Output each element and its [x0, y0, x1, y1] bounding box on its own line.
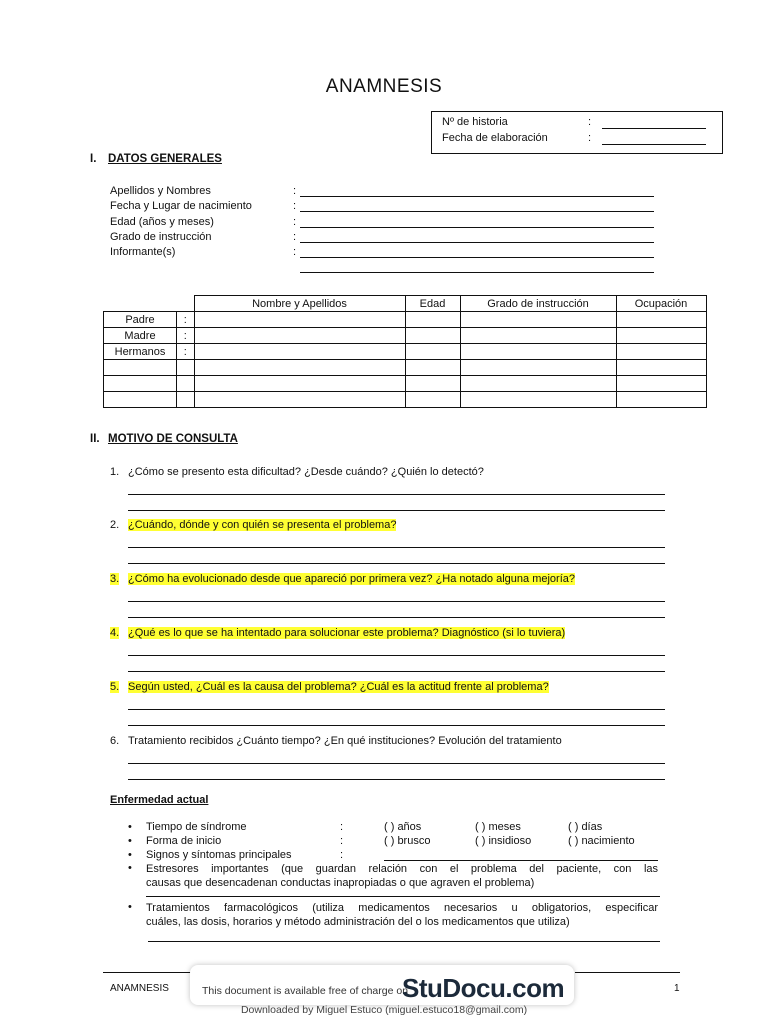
section-number: II. — [90, 433, 100, 445]
question-number: 4. — [110, 627, 120, 639]
field-label: Informante(s) — [110, 246, 176, 258]
answer-line — [128, 655, 665, 656]
family-table — [103, 295, 707, 408]
table-row — [104, 376, 707, 392]
option-meses[interactable]: ( ) meses — [475, 821, 521, 833]
answer-line — [128, 709, 665, 710]
field-sep: : — [293, 246, 297, 258]
studocu-banner[interactable] — [190, 965, 574, 1005]
question-number: 5. — [110, 681, 120, 693]
section-number: I. — [90, 153, 97, 165]
banner-text: This document is available free of charge on — [202, 985, 409, 997]
table-row — [104, 312, 707, 328]
row-sep: : — [177, 344, 195, 360]
answer-line — [128, 510, 665, 511]
option-insidioso[interactable]: ( ) insidioso — [475, 835, 532, 847]
tiempo-label: Tiempo de síndrome — [146, 821, 247, 833]
tiempo-sindrome-row — [128, 821, 663, 835]
bullet: • — [128, 835, 132, 847]
forma-label: Forma de inicio — [146, 835, 222, 847]
header-grado: Grado de instrucción — [460, 296, 616, 312]
table-row — [104, 392, 707, 408]
option-brusco[interactable]: ( ) brusco — [384, 835, 431, 847]
field-line — [300, 196, 654, 197]
question-text: ¿Cómo se presento esta dificultad? ¿Desde cuándo? ¿Quién lo detectó? — [128, 466, 484, 478]
tratamientos-text-line2: cuáles, las dosis, horarios y método administración del o los medicamentos que utiliza) — [146, 916, 570, 928]
field-grado-instruccion — [110, 231, 670, 245]
document-title: ANAMNESIS — [325, 76, 443, 97]
downloaded-by-note: Downloaded by Miguel Estuco (miguel.estuco18@gmail.com) — [240, 1004, 528, 1016]
table-row — [104, 328, 707, 344]
answer-line — [146, 896, 660, 897]
option-dias[interactable]: ( ) días — [568, 821, 603, 833]
field-line — [300, 211, 654, 212]
field-line — [300, 242, 654, 243]
field-line — [300, 257, 654, 258]
bullet: • — [128, 901, 132, 913]
elaboration-date-label: Fecha de elaboración — [442, 132, 548, 144]
row-sep: : — [177, 328, 195, 344]
answer-line — [128, 601, 665, 602]
signos-label: Signos y síntomas principales — [146, 849, 292, 861]
answer-line — [128, 563, 665, 564]
field-line — [300, 227, 654, 228]
answer-line — [128, 547, 665, 548]
field-sep: : — [293, 185, 297, 197]
question-number: 6. — [110, 735, 120, 747]
signos-sep: : — [340, 849, 344, 861]
bullet: • — [128, 862, 132, 874]
field-label: Apellidos y Nombres — [110, 185, 211, 197]
row-label — [104, 376, 177, 392]
field-label: Grado de instrucción — [110, 231, 212, 243]
header-edad: Edad — [405, 296, 460, 312]
field-informantes-extra-line — [300, 272, 654, 273]
field-informantes — [110, 246, 670, 260]
estresores-row — [128, 862, 663, 892]
field-sep: : — [293, 200, 297, 212]
family-table-header — [104, 296, 707, 312]
answer-line — [128, 671, 665, 672]
question-text: Tratamiento recibidos ¿Cuánto tiempo? ¿En qué instituciones? Evolución del tratamiento — [128, 735, 562, 747]
elaboration-date-line — [602, 144, 706, 145]
answer-line — [128, 725, 665, 726]
footer-label: ANAMNESIS — [110, 983, 169, 994]
estresores-text-line2: causas que desencadenan conductas inapropiadas o que agraven el problema) — [146, 877, 535, 889]
question-text: Según usted, ¿Cuál es la causa del problema? ¿Cuál es la actitud frente al problema? — [128, 681, 549, 693]
row-label: Madre — [104, 328, 177, 344]
tiempo-sep: : — [340, 821, 344, 833]
option-anos[interactable]: ( ) años — [384, 821, 422, 833]
elaboration-date-sep: : — [588, 132, 592, 144]
header-ocupacion: Ocupación — [616, 296, 706, 312]
table-row — [104, 360, 707, 376]
history-number-label: Nº de historia — [442, 116, 508, 128]
tratamientos-row — [128, 901, 663, 931]
section-title: MOTIVO DE CONSULTA — [108, 433, 238, 445]
row-label — [104, 392, 177, 408]
row-label: Padre — [104, 312, 177, 328]
option-nacimiento[interactable]: ( ) nacimiento — [568, 835, 635, 847]
signos-sintomas-row — [128, 849, 663, 863]
field-sep: : — [293, 231, 297, 243]
question-text: ¿Cómo ha evolucionado desde que apareció por primera vez? ¿Ha notado alguna mejoría? — [128, 573, 575, 585]
estresores-text-line1: Estresores importantes (que guardan relación con el problema del paciente, con las — [146, 863, 658, 875]
answer-line — [128, 617, 665, 618]
field-edad — [110, 216, 670, 230]
header-info-box — [431, 111, 723, 154]
row-sep — [177, 376, 195, 392]
history-number-sep: : — [588, 116, 592, 128]
bullet: • — [128, 849, 132, 861]
row-sep — [177, 392, 195, 408]
enfermedad-actual-title: Enfermedad actual — [110, 794, 209, 806]
question-number: 3. — [110, 573, 120, 585]
history-number-line — [602, 128, 706, 129]
question-text: ¿Cuándo, dónde y con quién se presenta el problema? — [128, 519, 397, 531]
signos-line — [384, 860, 658, 861]
studocu-logo[interactable]: StuDocu.com — [402, 973, 565, 1003]
row-label — [104, 360, 177, 376]
forma-sep: : — [340, 835, 344, 847]
row-sep: : — [177, 312, 195, 328]
forma-inicio-row — [128, 835, 663, 849]
row-label: Hermanos — [104, 344, 177, 360]
answer-line — [128, 779, 665, 780]
row-sep — [177, 360, 195, 376]
field-apellidos-nombres — [110, 185, 670, 199]
bullet: • — [128, 821, 132, 833]
tratamientos-text-line1: Tratamientos farmacológicos (utiliza medicamentos necesarios u obligatorios, especificar — [146, 902, 658, 914]
answer-line — [128, 763, 665, 764]
footer-line-left — [103, 972, 193, 973]
table-row — [104, 344, 707, 360]
header-nombre: Nombre y Apellidos — [194, 296, 405, 312]
field-fecha-lugar-nacimiento — [110, 200, 670, 214]
field-label: Fecha y Lugar de nacimiento — [110, 200, 252, 212]
field-label: Edad (años y meses) — [110, 216, 214, 228]
answer-line — [148, 941, 660, 942]
field-sep: : — [293, 216, 297, 228]
question-number: 1. — [110, 466, 120, 478]
answer-line — [128, 494, 665, 495]
section-title: DATOS GENERALES — [108, 153, 222, 165]
page-number: 1 — [674, 983, 680, 994]
footer-line-right — [575, 972, 680, 973]
question-text: ¿Qué es lo que se ha intentado para solucionar este problema? Diagnóstico (si lo tuviera) — [128, 627, 566, 639]
question-number: 2. — [110, 519, 120, 531]
